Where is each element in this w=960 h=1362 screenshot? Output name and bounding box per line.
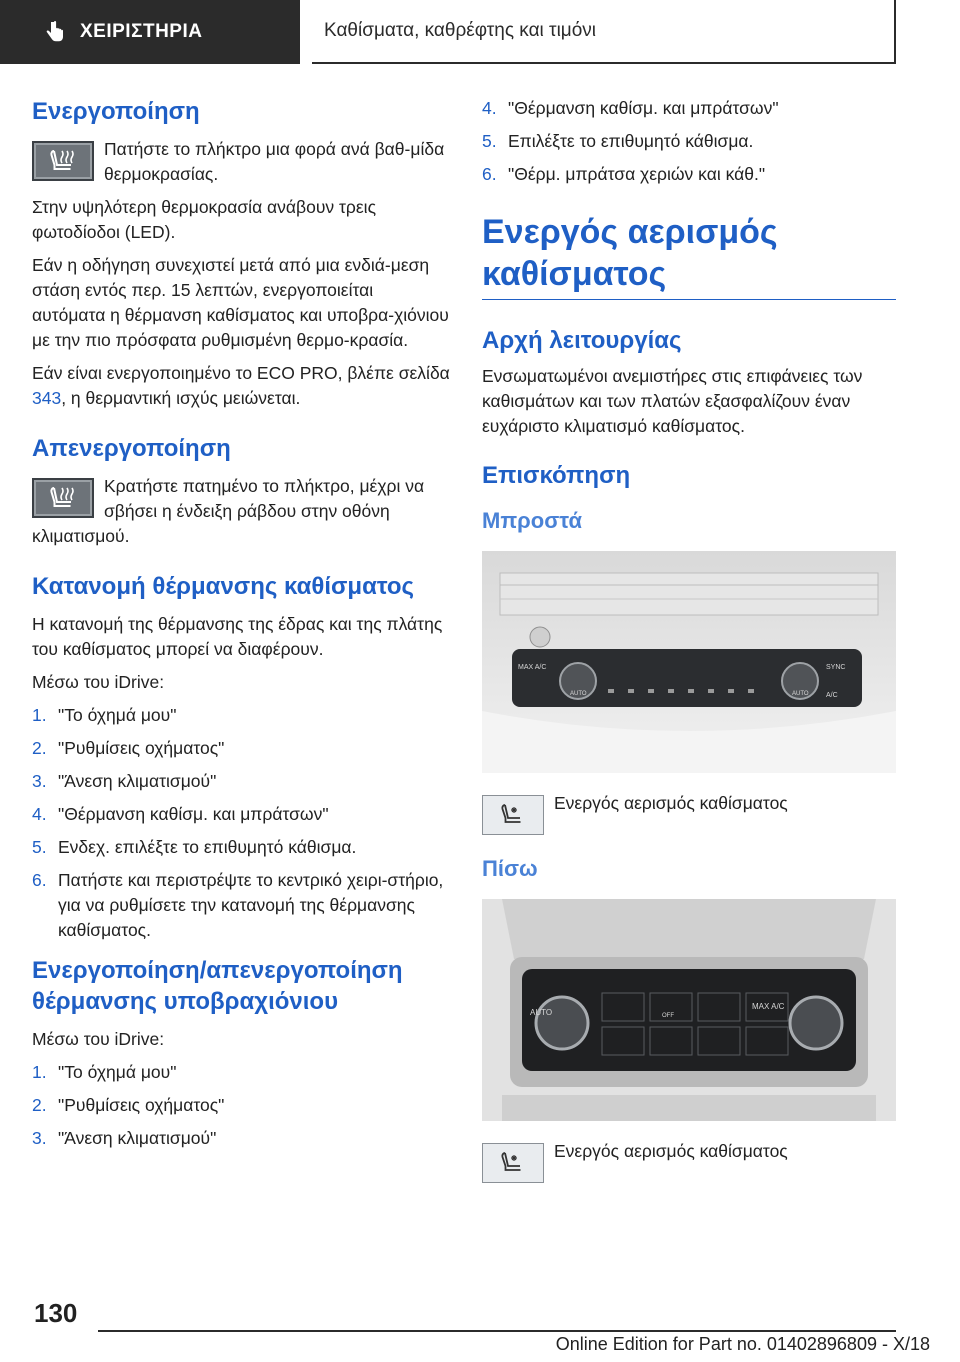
page-link[interactable]: 343: [32, 388, 62, 408]
front-caption-row: [482, 791, 896, 835]
list-item: 4. "Θέρμανση καθίσμ. και μπράτσων": [32, 804, 329, 824]
seat-ventilation-icon: [482, 1143, 544, 1183]
heading-deactivation: Απενεργοποίηση: [32, 435, 231, 462]
distribution-steps: [32, 703, 450, 943]
front-console-photo: [482, 551, 896, 773]
deactivation-instruction: Κρατήστε πατημένο το πλήκτρο, μέχρι να σβήσει η ένδειξη ράβδου στην οθόνη: [104, 476, 425, 521]
heading-armrest: Ενεργοποίηση/απενεργοποίηση θέρμανσης υποβραχιόνιου: [32, 957, 403, 1015]
heading-principle: Αρχή λειτουργίας: [482, 327, 682, 354]
list-item: 5. Ενδεχ. επιλέξτε το επιθυμητό κάθισμα.: [32, 837, 357, 857]
heading-activation: Ενεργοποίηση: [32, 98, 200, 125]
footer-divider: [98, 1330, 896, 1332]
list-item: 1. "Το όχημά μου": [32, 705, 177, 725]
sync-label: SYNC: [826, 664, 846, 671]
list-item: 6. "Θέρμ. μπράτσα χεριών και κάθ.": [482, 164, 766, 184]
distribution-text: Η κατανομή της θέρμανσης της έδρας και της πλάτης του καθίσματος μπορεί να διαφέρουν.: [32, 614, 443, 659]
header-divider: [298, 0, 312, 64]
right-column: [482, 96, 896, 1191]
chapter-title: Καθίσματα, καθρέφτης και τιμόνι: [312, 0, 896, 64]
list-item: 3. "Άνεση κλιματισμού": [32, 1128, 217, 1148]
activation-icon-row: [32, 137, 450, 187]
rear-console-photo: [482, 899, 896, 1121]
rear-caption-row: [482, 1139, 896, 1183]
max-ac-label: MAX A/C: [518, 664, 547, 671]
section-title: ΧΕΙΡΙΣΤΗΡΙΑ: [80, 21, 203, 42]
list-item: 2. "Ρυθμίσεις οχήματος": [32, 738, 225, 758]
armrest-steps-cont: [482, 96, 896, 187]
heading-ventilation: Ενεργός αερισμός καθίσματος: [482, 211, 896, 300]
list-item: 5. Επιλέξτε το επιθυμητό κάθισμα.: [482, 131, 754, 151]
max-ac-label-rear: MAX A/C: [752, 1002, 785, 1011]
rear-caption: Ενεργός αερισμός καθίσματος: [554, 1141, 788, 1161]
seat-heating-button-icon: [32, 478, 94, 518]
heading-rear: Πίσω: [482, 856, 538, 881]
ac-label: A/C: [826, 692, 838, 699]
auto-label-rear: AUTO: [530, 1008, 553, 1017]
edition-text: Online Edition for Part no. 01402896809 - X/18: [555, 1334, 930, 1354]
heading-front: Μπροστά: [482, 508, 582, 533]
auto-label-front-left: AUTO: [570, 691, 587, 697]
seat-ventilation-icon: [482, 795, 544, 835]
list-item: 4. "Θέρμανση καθίσμ. και μπράτσων": [482, 98, 779, 118]
deactivation-instruction-cont: κλιματισμού.: [32, 526, 130, 546]
principle-text: Ενσωματωμένοι ανεμιστήρες στις επιφάνειες των καθισμάτων και των πλατών εξασφαλίζουν έναν ευχάριστο κλιματισμό καθίσματος.: [482, 366, 863, 436]
armrest-idrive: Μέσω του iDrive:: [32, 1029, 165, 1049]
off-label: OFF: [662, 1013, 674, 1019]
list-item: 2. "Ρυθμίσεις οχήματος": [32, 1095, 225, 1115]
auto-label-front-right: AUTO: [792, 691, 809, 697]
front-caption: Ενεργός αερισμός καθίσματος: [554, 793, 788, 813]
activation-led-text: Στην υψηλότερη θερμοκρασία ανάβουν τρεις φωτοδίοδοι (LED).: [32, 197, 377, 242]
seat-heating-button-icon: [32, 141, 94, 181]
hand-icon: [42, 19, 68, 45]
heading-overview: Επισκόπηση: [482, 462, 631, 489]
heading-distribution: Κατανομή θέρμανσης καθίσματος: [32, 573, 415, 600]
armrest-steps: [32, 1060, 450, 1151]
page-number: 130: [34, 1298, 78, 1328]
activation-instruction: Πατήστε το πλήκτρο μια φορά ανά βαθ-μίδα θερμοκρασίας.: [104, 139, 445, 184]
distribution-idrive: Μέσω του iDrive:: [32, 672, 165, 692]
list-item: 1. "Το όχημά μου": [32, 1062, 177, 1082]
header-section: [0, 0, 298, 64]
activation-auto-text: Εάν η οδήγηση συνεχιστεί μετά από μια ενδιά-μεση στάση εντός περ. 15 λεπτών, ενεργοποιείται αυτόματα η θέρμανση καθίσματος και υποβρα-χιόνιου με την πιο πρόσφατα ρυθμισμένη θερμο-κρασία.: [32, 255, 449, 350]
list-item: 6. Πατήστε και περιστρέψτε το κεντρικό χειρι-στήριο, για να ρυθμίσετε την κατανομή της θέρμανσης καθίσματος.: [32, 870, 444, 940]
deactivation-icon-row: [32, 474, 450, 524]
activation-eco-text: Εάν είναι ενεργοποιημένο το ECO PRO, βλέπε σελίδα 343, η θερμαντική ισχύς μειώνεται.: [32, 363, 450, 408]
left-column: [32, 96, 450, 1163]
list-item: 3. "Άνεση κλιματισμού": [32, 771, 217, 791]
